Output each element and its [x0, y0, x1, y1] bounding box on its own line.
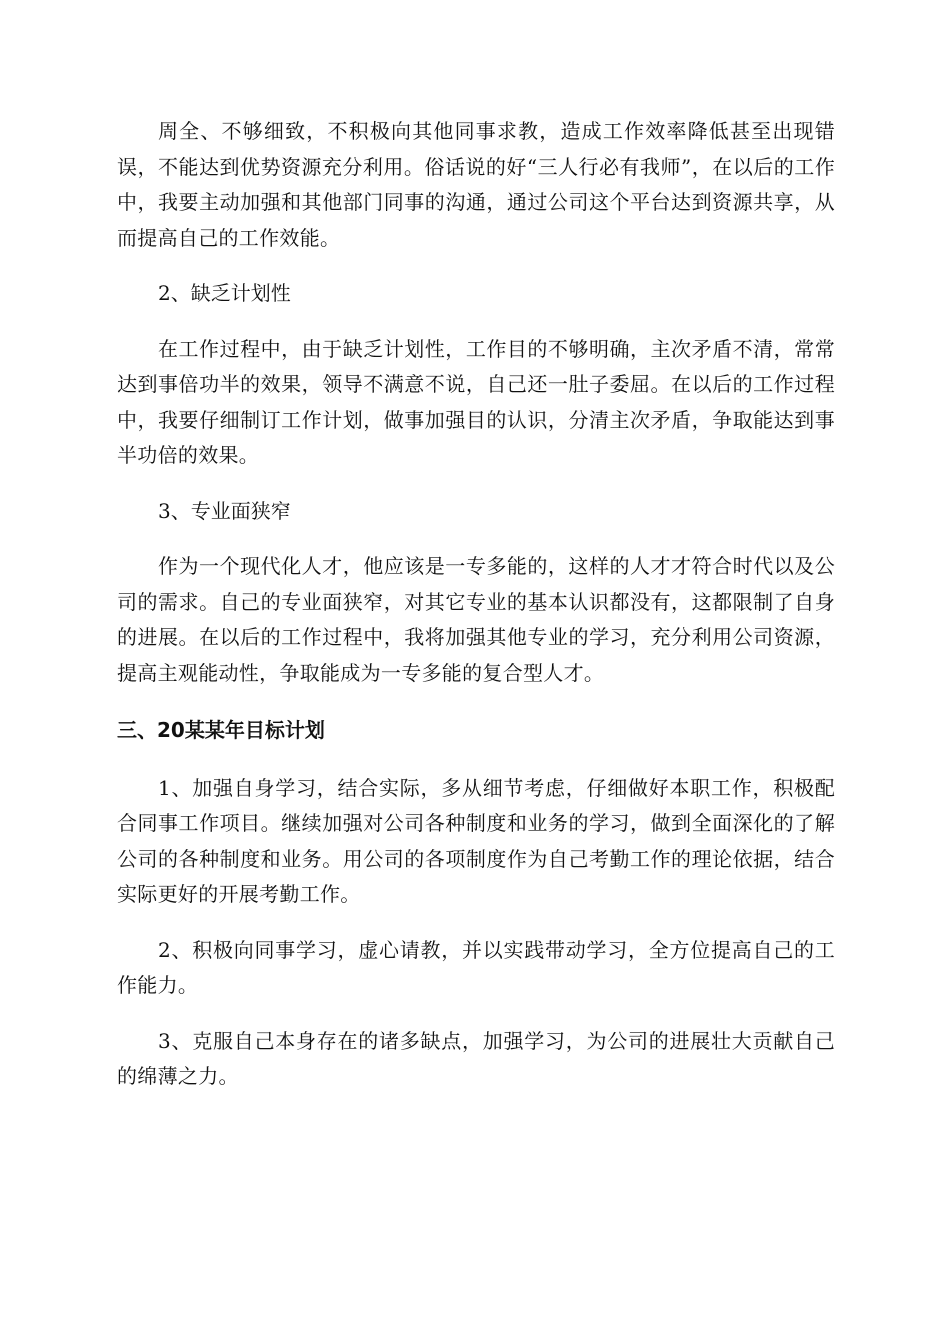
document-body [117, 114, 835, 1095]
section-heading-goals: 三、20某某年目标计划 [117, 718, 325, 742]
subheading-narrow-expertise: 3、专业面狭窄 [158, 498, 291, 523]
paragraph-planning: 在工作过程中，由于缺乏计划性，工作目的不够明确，主次矛盾不清，常常达到事倍功半的效果，领导不满意不说，自己还一肚子委屈。在以后的工作过程中，我要仔细制订工作计划，做事加强目的认识，分清主次矛盾，争取能达到事半功倍的效果。 [117, 336, 835, 467]
paragraph-goal-3: 3、克服自己本身存在的诸多缺点，加强学习，为公司的进展壮大贡献自己的绵薄之力。 [117, 1028, 835, 1088]
subheading-lack-of-planning: 2、缺乏计划性 [158, 281, 291, 305]
paragraph-expertise: 作为一个现代化人才，他应该是一专多能的，这样的人才才符合时代以及公司的需求。自己的专业面狭窄，对其它专业的基本认识都没有，这都限制了自身的进展。在以后的工作过程中，我将加强其他专业的学习，充分利用公司资源，提高主观能动性，争取能成为一专多能的复合型人才。 [117, 554, 835, 685]
paragraph-goal-2: 2、积极向同事学习，虚心请教，并以实践带动学习，全方位提高自己的工作能力。 [117, 937, 835, 997]
paragraph-goal-1: 1、加强自身学习，结合实际，多从细节考虑，仔细做好本职工作，积极配合同事工作项目。继续加强对公司各种制度和业务的学习，做到全面深化的了解公司的各种制度和业务。用公司的各项制度作为自己考勤工作的理论依据，结合实际更好的开展考勤工作。 [117, 775, 835, 906]
paragraph-teamwork: 周全、不够细致，不积极向其他同事求教，造成工作效率降低甚至出现错误，不能达到优势资源充分利用。俗话说的好“三人行必有我师”，在以后的工作中，我要主动加强和其他部门同事的沟通，通过公司这个平台达到资源共享，从而提高自己的工作效能。 [117, 119, 835, 250]
